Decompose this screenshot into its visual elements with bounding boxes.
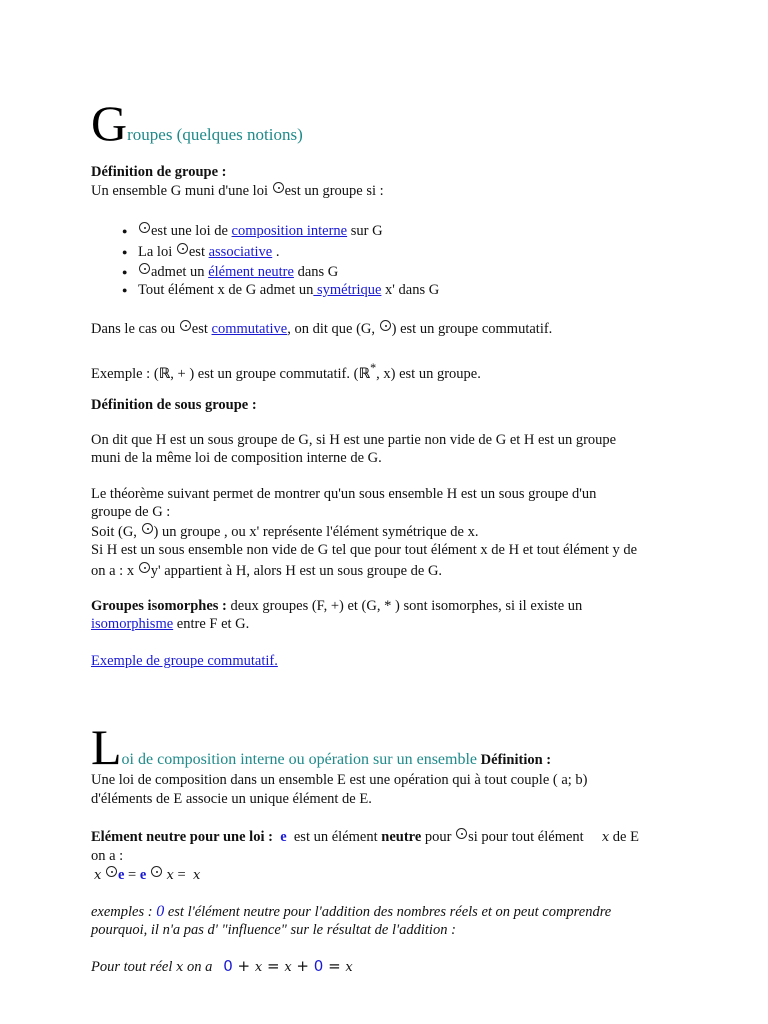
text: admet un xyxy=(151,264,209,280)
circled-dot-operator-icon xyxy=(139,562,150,573)
circled-dot-operator-icon xyxy=(456,828,467,839)
superscript-star: * xyxy=(370,361,377,375)
list-item xyxy=(122,243,280,261)
text: est un groupe si : xyxy=(284,183,384,199)
math-x: x xyxy=(601,830,610,845)
text: Exemple : ( xyxy=(91,365,159,382)
text: on a : x xyxy=(91,563,138,579)
text: de E xyxy=(609,829,639,845)
def-groupe-intro xyxy=(91,182,384,200)
text: Soit (G, xyxy=(91,524,141,540)
circled-dot-operator-icon xyxy=(139,263,150,274)
real-numbers-symbol: ℝ xyxy=(158,365,171,382)
exemples-line2: pourquoi, il n'a pas d' "influence" sur le résultat de l'addition : xyxy=(91,922,456,938)
neutre-heading: Elément neutre pour une loi : xyxy=(91,829,273,845)
text: on a xyxy=(183,959,216,975)
text: neutre xyxy=(381,829,422,845)
text: Tout élément x de G admet un xyxy=(138,282,314,298)
neutre-line1 xyxy=(91,828,639,847)
zero-value: 0 xyxy=(313,957,324,975)
circled-dot-operator-icon xyxy=(380,320,391,331)
definition-heading: Définition : xyxy=(477,752,552,768)
section-title-groupes xyxy=(91,95,303,151)
theoreme-line1: Le théorème suivant permet de montrer qu'un sous ensemble H est un sous groupe d'un xyxy=(91,486,597,502)
text: Pour tout réel xyxy=(91,959,176,975)
bullet-icon: ● xyxy=(122,285,128,295)
title-rest: roupes (quelques notions) xyxy=(127,125,303,144)
text: si pour tout élément xyxy=(468,829,584,845)
text: est xyxy=(191,321,212,337)
text: y' appartient à H, alors H est un sous groupe de G. xyxy=(150,563,443,579)
theoreme-line4: Si H est un sous ensemble non vide de G tel que pour tout élément x de H et tout élément y de xyxy=(91,542,638,558)
theoreme-line2: groupe de G : xyxy=(91,504,171,520)
sous-groupe-line2: muni de la même loi de composition interne de G. xyxy=(91,450,382,466)
drop-cap-g: G xyxy=(91,95,128,151)
link-composition-interne[interactable]: composition interne xyxy=(231,223,348,239)
text: ) est un groupe commutatif. xyxy=(391,321,553,337)
loi-def-line1: Une loi de composition dans un ensemble E est une opération qui à tout couple ( a; b) xyxy=(91,772,588,788)
text: , x) est un groupe. xyxy=(376,365,481,382)
real-numbers-symbol: ℝ xyxy=(358,365,371,382)
text: La loi xyxy=(138,244,176,260)
equals: = xyxy=(262,957,285,975)
text: pour xyxy=(421,829,456,845)
circled-dot-operator-icon xyxy=(273,182,284,193)
text: dans G xyxy=(293,264,339,280)
text: deux groupes (F, +) et (G, * ) sont isomorphes, si il existe un xyxy=(226,598,583,614)
math-x: x xyxy=(192,868,201,883)
link-element-neutre[interactable]: élément neutre xyxy=(208,264,294,280)
sous-groupe-line1: On dit que H est un sous groupe de G, si H est une partie non vide de G et H est un groupe xyxy=(91,432,617,448)
text: est xyxy=(188,244,209,260)
list-item xyxy=(122,281,440,299)
text: ) un groupe , ou x' représente l'élément symétrique de x. xyxy=(153,524,479,540)
circled-dot-operator-icon xyxy=(106,866,117,877)
neutre-formula xyxy=(94,866,200,885)
equals: = xyxy=(124,867,140,883)
text: est l'élément neutre pour l'addition des nombres réels et on peut comprendre xyxy=(164,904,612,920)
link-symetrique[interactable]: symétrique xyxy=(313,282,382,298)
title-rest: oi de composition interne ou opération sur un ensemble xyxy=(121,751,478,768)
exemple-link-line xyxy=(91,652,278,670)
isomorphes-line1 xyxy=(91,597,582,615)
link-isomorphisme[interactable]: isomorphisme xyxy=(91,616,174,632)
link-commutative[interactable]: commutative xyxy=(211,321,288,337)
zero-value: 0 xyxy=(156,903,165,920)
circled-dot-operator-icon xyxy=(142,523,153,534)
theoreme-line5 xyxy=(91,562,442,580)
math-x: x xyxy=(166,868,174,883)
bullet-icon: ● xyxy=(122,267,128,277)
plus: + xyxy=(291,957,314,975)
pour-tout-reel-line xyxy=(91,957,353,977)
text: , on dit que (G, xyxy=(287,321,379,337)
circled-dot-operator-icon xyxy=(151,866,162,877)
loi-def-line2: d'éléments de E associe un unique élément de E. xyxy=(91,791,372,807)
circled-dot-operator-icon xyxy=(139,222,150,233)
text: Un ensemble G muni d'une loi xyxy=(91,183,272,199)
commutatif-paragraph xyxy=(91,320,552,338)
theoreme-line3 xyxy=(91,523,478,541)
bullet-icon: ● xyxy=(122,247,128,257)
plus: + xyxy=(232,957,255,975)
addition-formula xyxy=(223,957,353,975)
circled-dot-operator-icon xyxy=(180,320,191,331)
link-exemple-groupe-commutatif[interactable]: Exemple de groupe commutatif. xyxy=(91,653,278,669)
drop-cap-l: L xyxy=(91,719,122,775)
text: , + ) est un groupe commutatif. ( xyxy=(170,365,359,382)
isomorphes-line2 xyxy=(91,615,249,633)
def-groupe-heading: Définition de groupe : xyxy=(91,164,227,180)
bullet-icon: ● xyxy=(122,226,128,236)
text: exemples : xyxy=(91,904,157,920)
neutre-line2: on a : xyxy=(91,848,124,864)
exemples-line1 xyxy=(91,903,611,921)
text: est une loi de xyxy=(151,223,232,239)
neutral-e: e xyxy=(117,867,125,883)
text: sur G xyxy=(347,223,383,239)
neutral-e: e xyxy=(139,867,147,883)
neutral-e: e xyxy=(280,829,287,845)
isomorphes-heading: Groupes isomorphes : xyxy=(91,598,227,614)
exemple-paragraph xyxy=(91,359,481,383)
equals: = xyxy=(173,867,190,883)
text: entre F et G. xyxy=(173,616,250,632)
equals: = xyxy=(323,957,346,975)
zero-value: 0 xyxy=(223,957,233,975)
list-item xyxy=(122,263,339,281)
circled-dot-operator-icon xyxy=(177,243,188,254)
sous-groupe-heading: Définition de sous groupe : xyxy=(91,397,257,413)
math-x: x xyxy=(284,960,292,975)
math-x: x xyxy=(94,868,102,883)
text: Dans le cas ou xyxy=(91,321,179,337)
text: x' dans G xyxy=(381,282,440,298)
section-title-loi xyxy=(91,719,552,775)
math-x: x xyxy=(175,960,184,975)
list-item xyxy=(122,222,383,240)
math-x: x xyxy=(254,960,263,975)
math-x: x xyxy=(345,960,353,975)
text: est un élément xyxy=(290,829,382,845)
text: . xyxy=(272,244,280,260)
link-associative[interactable]: associative xyxy=(208,244,273,260)
